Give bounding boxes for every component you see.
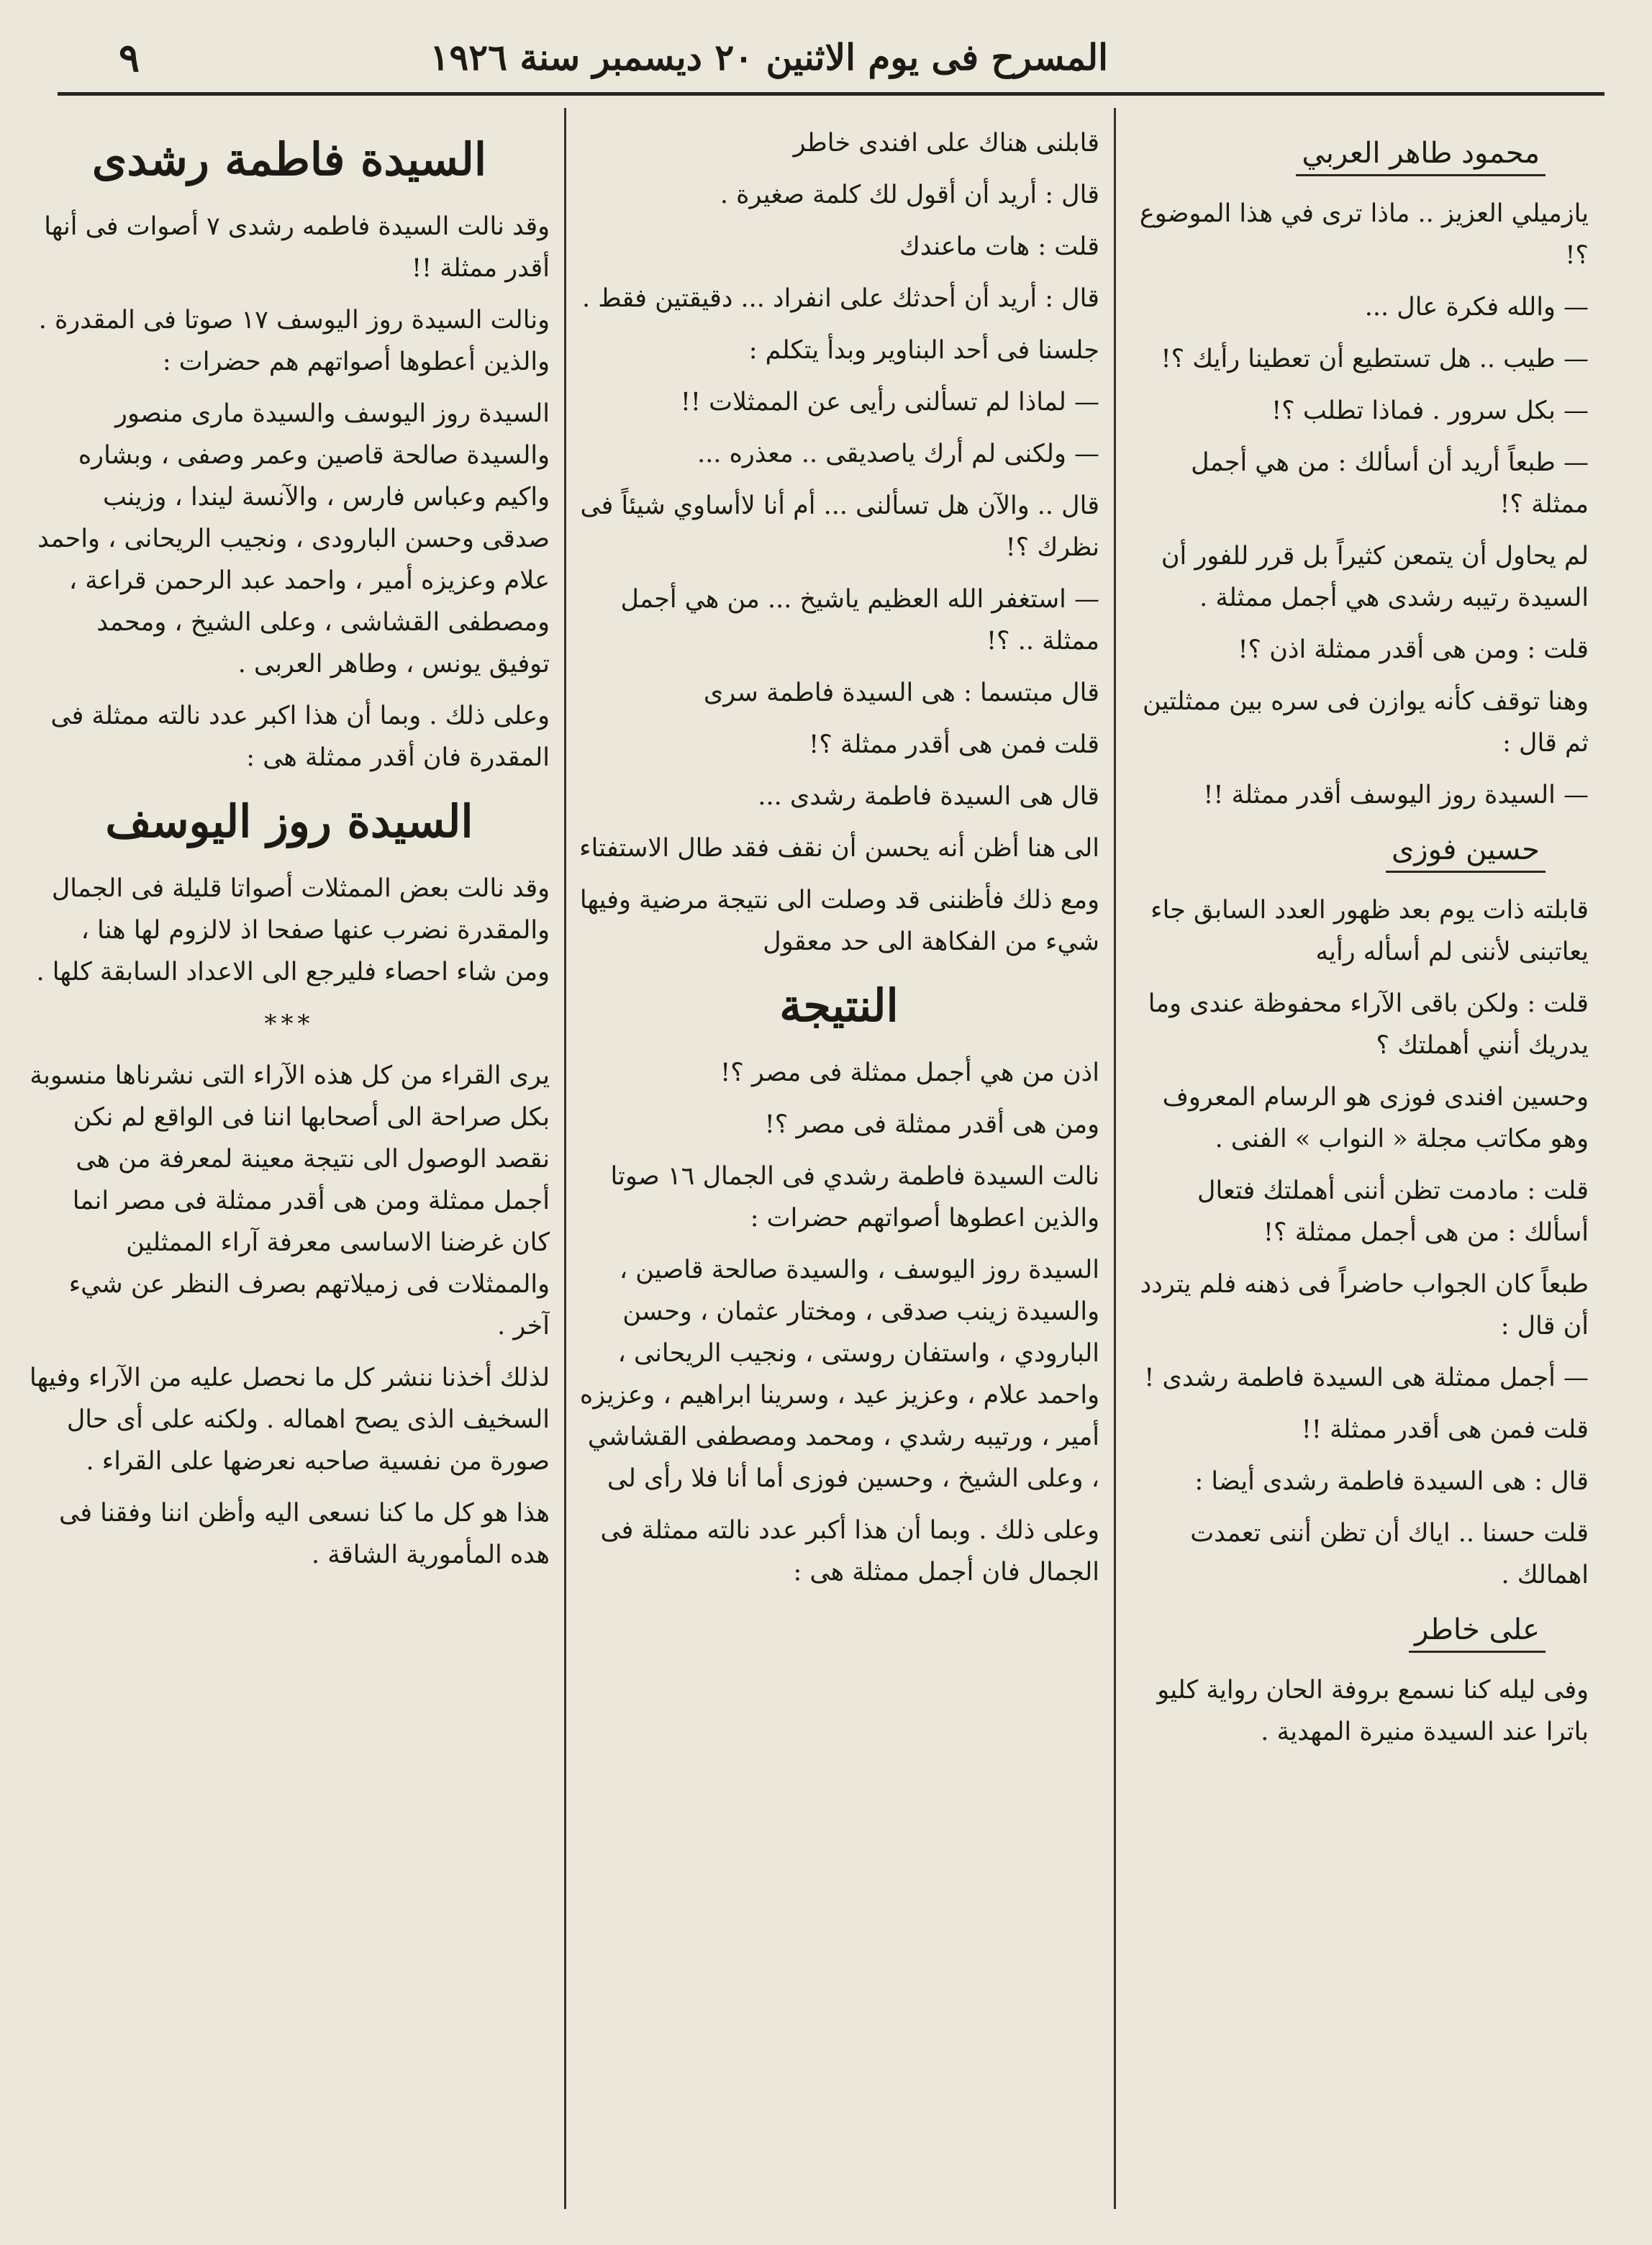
paragraph: هذا هو كل ما كنا نسعى اليه وأظن اننا وفقنا فى هده المأمورية الشاقة .	[59, 1499, 550, 1569]
paragraph: — ولكنى لم أرك ياصديقى .. معذره ...	[697, 440, 1099, 468]
paragraph: قال هى السيدة فاطمة رشدى ...	[758, 782, 1099, 811]
paragraph: قال .. والآن هل تسألنى ... أم أنا لاأساوي شيئاً فى نظرك ؟!	[580, 491, 1099, 562]
masthead	[58, 29, 1605, 94]
paragraph: السيدة روز اليوسف والسيدة مارى منصور والسيدة صالحة قاصين وعمر وصفى ، وبشاره واكيم وعباس فارس ، والآنسة ليندا ، وزينب صدقى وحسن البارودى ، ونجيب الريحانى ، واحمد علام وعزيزه أمير ، واحمد عبد الرحمن قراعة ، ومصطفى القشاشى ، وعلى الشيخ ، ومحمد توفيق يونس ، وطاهر العربى .	[37, 399, 550, 679]
byline-hussein-fawzi	[1128, 826, 1589, 874]
paragraph: — استغفر الله العظيم ياشيخ ... من هي أجمل ممثلة .. ؟!	[620, 585, 1099, 656]
paragraph: ومع ذلك فأظننى قد وصلت الى نتيجة مرضية وفيها شيء من الفكاهة الى حد معقول	[579, 886, 1099, 956]
paragraph: — طبعاً أريد أن أسألك : من هي أجمل ممثلة ؟!	[1191, 448, 1589, 519]
paragraph: — لماذا لم تسألنى رأيى عن الممثلات !!	[680, 388, 1099, 417]
paragraph: قال مبتسما : هى السيدة فاطمة سرى	[703, 679, 1099, 707]
headline-fatma-roshdy: السيدة فاطمة رشدى	[91, 133, 487, 186]
paragraph: قلت فمن هى أقدر ممثلة !!	[1301, 1415, 1589, 1444]
masthead-title: المسرح فى يوم الاثنين ٢٠ ديسمبر سنة ١٩٢٦	[430, 36, 1108, 78]
paragraph: السيدة روز اليوسف ، والسيدة صالحة قاصين ، والسيدة زينب صدقى ، ومختار عثمان ، وحسن البارودي ، واستفان روستى ، ونجيب الريحانى ، واحمد علام ، وعزيز عيد ، وسرينا ابراهيم ، وعزيزه أمير ، ورتيبه رشدي ، ومحمد ومصطفى القشاشي ، وعلى الشيخ ، وحسين فوزى أما أنا فلا رأى لى	[579, 1256, 1099, 1493]
paragraph: قلت : مادمت تظن أننى أهملتك فتعال أسألك : من هى أجمل ممثلة ؟!	[1197, 1176, 1589, 1247]
paragraph: وهنا توقف كأنه يوازن فى سره بين ممثلتين ثم قال :	[1143, 687, 1589, 758]
paragraph: لذلك أخذنا ننشر كل ما نحصل عليه من الآراء وفيها السخيف الذى يصح اهماله . ولكنه على أى حال صورة من نفسية صاحبه نعرضها على القراء .	[29, 1364, 550, 1476]
paragraph: — أجمل ممثلة هى السيدة فاطمة رشدى !	[1144, 1364, 1589, 1392]
section-stars: ***	[264, 1010, 314, 1038]
paragraph: قال : هى السيدة فاطمة رشدى أيضا :	[1194, 1467, 1589, 1496]
byline-ali-khater	[1128, 1606, 1589, 1654]
paragraph: وعلى ذلك . وبما أن هذا أكبر عدد نالته ممثلة فى الجمال فان أجمل ممثلة هى :	[600, 1516, 1099, 1587]
paragraph: يازميلي العزيز .. ماذا ترى في هذا الموضوع ؟!	[1139, 199, 1589, 270]
byline-mahmoud-taher	[1128, 130, 1589, 177]
paragraph: اذن من هي أجمل ممثلة فى مصر ؟!	[720, 1058, 1099, 1087]
paragraph: قال : أريد أن أحدثك على انفراد ... دقيقتين فقط .	[582, 284, 1099, 313]
paragraph: — بكل سرور . فماذا تطلب ؟!	[1271, 396, 1589, 425]
paragraph: وعلى ذلك . وبما أن هذا اكبر عدد نالته ممثلة فى المقدرة فان أقدر ممثلة هى :	[50, 702, 550, 772]
column-right	[1128, 122, 1589, 2209]
headline-rose-alyoussef: السيدة روز اليوسف	[105, 795, 473, 848]
paragraph: — طيب .. هل تستطيع أن تعطينا رأيك ؟!	[1161, 345, 1589, 373]
paragraph: قلت حسنا .. اياك أن تظن أننى تعمدت اهمالك .	[1190, 1519, 1589, 1589]
paragraph: طبعاً كان الجواب حاضراً فى ذهنه فلم يتردد أن قال :	[1140, 1270, 1589, 1341]
paragraph: — والله فكرة عال ...	[1364, 293, 1589, 322]
paragraph: قلت : ولكن باقى الآراء محفوظة عندى وما يدريك أنني أهملتك ؟	[1148, 989, 1589, 1060]
paragraph: قابلنى هناك على افندى خاطر	[793, 129, 1099, 158]
headline-result: النتيجة	[779, 979, 899, 1032]
paragraph: قال : أريد أن أقول لك كلمة صغيرة .	[720, 181, 1099, 209]
paragraph: جلسنا فى أحد البناوير وبدأ يتكلم :	[748, 336, 1099, 365]
column-middle	[578, 122, 1099, 2209]
paragraph: قلت : ومن هى أقدر ممثلة اذن ؟!	[1238, 635, 1589, 664]
byline-text: على خاطر	[1409, 1613, 1546, 1653]
paragraph: الى هنا أظن أنه يحسن أن نقف فقد طال الاستفتاء	[579, 834, 1099, 863]
paragraph: وفى ليله كنا نسمع بروفة الحان رواية كليو باترا عند السيدة منيرة المهدية .	[1157, 1676, 1589, 1746]
page-number: ٩	[119, 35, 140, 81]
paragraph: — السيدة روز اليوسف أقدر ممثلة !!	[1203, 781, 1589, 809]
paragraph: قلت فمن هى أقدر ممثلة ؟!	[809, 730, 1099, 759]
byline-text: حسين فوزى	[1386, 833, 1546, 873]
paragraph: ونالت السيدة روز اليوسف ١٧ صوتا فى المقدرة . والذين أعطوها أصواتهم هم حضرات :	[38, 306, 550, 376]
column-left	[29, 122, 550, 2209]
masthead-rule	[58, 92, 1605, 96]
paragraph: وقد نالت السيدة فاطمه رشدى ٧ أصوات فى أنها أقدر ممثلة !!	[44, 212, 550, 283]
paragraph: لم يحاول أن يتمعن كثيراً بل قرر للفور أن السيدة رتيبه رشدى هي أجمل ممثلة .	[1161, 542, 1589, 612]
column-divider-right	[1114, 108, 1116, 2209]
paragraph: قلت : هات ماعندك	[899, 232, 1099, 261]
paragraph: قابلته ذات يوم بعد ظهور العدد السابق جاء يعاتبنى لأننى لم أسأله رأيه	[1150, 896, 1589, 966]
paragraph: وقد نالت بعض الممثلات أصواتا قليلة فى الجمال والمقدرة نضرب عنها صفحا اذ لالزوم لها هنا ، ومن شاء احصاء فليرجع الى الاعداد السابقة كلها .	[36, 874, 550, 987]
paragraph: وحسين افندى فوزى هو الرسام المعروف وهو مكاتب مجلة « النواب » الفنى .	[1162, 1083, 1589, 1153]
column-divider-left	[564, 108, 566, 2209]
paragraph: ومن هى أقدر ممثلة فى مصر ؟!	[764, 1110, 1099, 1139]
paragraph: يرى القراء من كل هذه الآراء التى نشرناها منسوبة بكل صراحة الى أصحابها اننا فى الواقع لم نكن نقصد الوصول الى نتيجة معينة لمعرفة من هى أجمل ممثلة ومن هى أقدر ممثلة فى مصر انما كان غرضنا الاساسى معرفة آراء الممثلين والممثلات فى زميلاتهم بصرف النظر عن شيء آخر .	[30, 1061, 550, 1341]
paragraph: نالت السيدة فاطمة رشدي فى الجمال ١٦ صوتا والذين اعطوها أصواتهم حضرات :	[610, 1162, 1099, 1233]
byline-text: محمود طاهر العربي	[1296, 137, 1546, 176]
